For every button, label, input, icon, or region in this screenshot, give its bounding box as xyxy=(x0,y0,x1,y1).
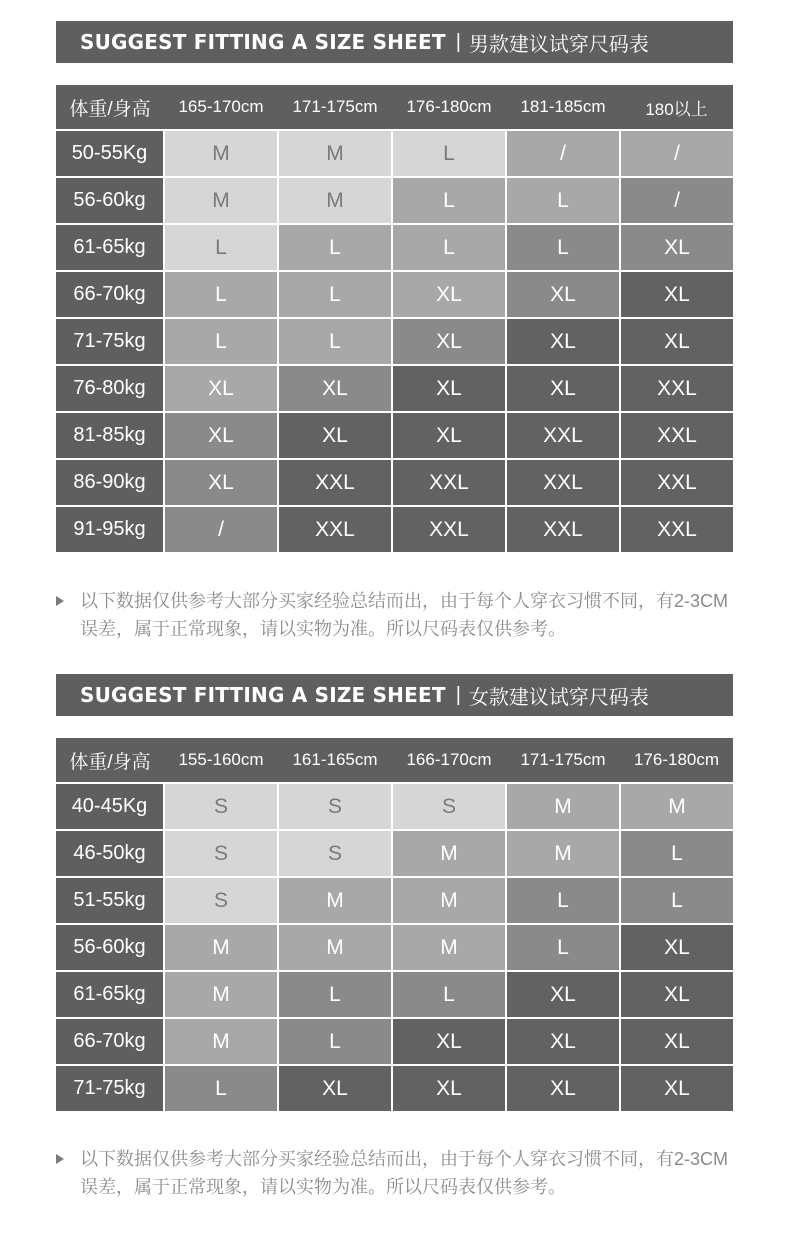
men-size-cell: XXL xyxy=(506,412,620,459)
women-size-cell: M xyxy=(620,783,733,830)
men-size-cell: L xyxy=(506,224,620,271)
women-size-cell: L xyxy=(620,877,733,924)
women-size-cell: M xyxy=(392,877,506,924)
men-size-cell: XL xyxy=(506,271,620,318)
table-row xyxy=(56,1065,733,1111)
men-size-cell: L xyxy=(278,224,392,271)
women-size-cell: L xyxy=(278,1018,392,1065)
table-row xyxy=(56,412,733,459)
men-banner-separator: | xyxy=(455,30,461,53)
men-size-cell: XXL xyxy=(506,506,620,552)
men-weight-row-header: 61-65kg xyxy=(56,224,164,271)
men-size-cell: XL xyxy=(164,459,278,506)
men-section xyxy=(56,21,733,641)
men-size-cell: L xyxy=(506,177,620,224)
women-size-cell: XL xyxy=(392,1018,506,1065)
men-size-cell: XXL xyxy=(620,459,733,506)
men-weight-row-header: 56-60kg xyxy=(56,177,164,224)
men-banner-title-en: SUGGEST FITTING A SIZE SHEET xyxy=(80,30,446,54)
men-size-cell: / xyxy=(620,130,733,177)
table-row xyxy=(56,877,733,924)
men-size-cell: XL xyxy=(506,318,620,365)
women-weight-row-header: 61-65kg xyxy=(56,971,164,1018)
women-size-cell: XL xyxy=(506,971,620,1018)
men-weight-row-header: 91-95kg xyxy=(56,506,164,552)
table-row xyxy=(56,318,733,365)
table-row xyxy=(56,177,733,224)
women-size-cell: S xyxy=(278,830,392,877)
women-size-cell: S xyxy=(392,783,506,830)
men-banner xyxy=(56,21,733,63)
women-size-cell: L xyxy=(506,924,620,971)
women-size-cell: M xyxy=(506,783,620,830)
men-size-cell: XXL xyxy=(392,459,506,506)
women-size-cell: M xyxy=(164,971,278,1018)
men-weight-row-header: 50-55Kg xyxy=(56,130,164,177)
men-size-cell: / xyxy=(620,177,733,224)
table-row xyxy=(56,1018,733,1065)
men-weight-row-header: 66-70kg xyxy=(56,271,164,318)
women-size-cell: M xyxy=(392,830,506,877)
men-size-cell: XL xyxy=(620,271,733,318)
men-weight-row-header: 81-85kg xyxy=(56,412,164,459)
women-height-column-header: 171-175cm xyxy=(506,738,620,783)
table-row xyxy=(56,506,733,552)
men-size-cell: XXL xyxy=(392,506,506,552)
men-size-cell: XL xyxy=(164,412,278,459)
men-size-cell: XL xyxy=(392,365,506,412)
table-row xyxy=(56,971,733,1018)
women-size-cell: M xyxy=(278,877,392,924)
men-size-cell: M xyxy=(278,177,392,224)
women-size-cell: XL xyxy=(620,1065,733,1111)
women-height-column-header: 176-180cm xyxy=(620,738,733,783)
women-height-column-header: 166-170cm xyxy=(392,738,506,783)
women-banner-separator: | xyxy=(455,683,461,706)
women-size-cell: S xyxy=(164,830,278,877)
women-size-table xyxy=(56,738,733,1111)
men-size-cell: XL xyxy=(164,365,278,412)
women-weight-row-header: 40-45Kg xyxy=(56,783,164,830)
table-row xyxy=(56,365,733,412)
women-size-cell: S xyxy=(164,877,278,924)
men-size-cell: XL xyxy=(278,412,392,459)
triangle-right-icon xyxy=(56,1154,64,1164)
men-weight-row-header: 86-90kg xyxy=(56,459,164,506)
men-size-cell: L xyxy=(164,224,278,271)
men-size-cell: / xyxy=(506,130,620,177)
women-weight-row-header: 51-55kg xyxy=(56,877,164,924)
women-size-cell: M xyxy=(278,924,392,971)
men-weight-row-header: 71-75kg xyxy=(56,318,164,365)
women-size-cell: L xyxy=(164,1065,278,1111)
men-size-cell: XXL xyxy=(278,506,392,552)
women-height-column-header: 155-160cm xyxy=(164,738,278,783)
women-size-cell: M xyxy=(164,1018,278,1065)
women-note xyxy=(56,1145,733,1201)
men-size-cell: XXL xyxy=(620,365,733,412)
women-size-cell: L xyxy=(620,830,733,877)
women-weight-row-header: 66-70kg xyxy=(56,1018,164,1065)
men-size-cell: L xyxy=(392,130,506,177)
table-row xyxy=(56,224,733,271)
women-banner-title-en: SUGGEST FITTING A SIZE SHEET xyxy=(80,683,446,707)
men-header-row xyxy=(56,85,733,130)
women-size-cell: XL xyxy=(620,971,733,1018)
women-size-cell: S xyxy=(278,783,392,830)
men-size-cell: L xyxy=(164,318,278,365)
men-height-column-header: 165-170cm xyxy=(164,85,278,130)
men-note xyxy=(56,587,733,643)
men-size-cell: M xyxy=(164,130,278,177)
women-size-cell: M xyxy=(164,924,278,971)
women-size-cell: XL xyxy=(620,1018,733,1065)
women-size-cell: XL xyxy=(506,1065,620,1111)
women-size-cell: M xyxy=(506,830,620,877)
men-size-cell: XL xyxy=(392,271,506,318)
men-size-table xyxy=(56,85,733,552)
women-note-text: 以下数据仅供参考大部分买家经验总结而出，由于每个人穿衣习惯不同，有2-3CM误差，属于正常现象，请以实物为准。所以尺码表仅供参考。 xyxy=(80,1149,729,1197)
men-size-cell: XL xyxy=(392,412,506,459)
men-banner-title-cn: 男款建议试穿尺码表 xyxy=(468,31,649,56)
women-size-cell: L xyxy=(506,877,620,924)
table-row xyxy=(56,130,733,177)
men-height-column-header: 176-180cm xyxy=(392,85,506,130)
women-corner-label: 体重/身高 xyxy=(56,738,164,783)
women-size-cell: XL xyxy=(278,1065,392,1111)
men-size-cell: XL xyxy=(620,318,733,365)
women-size-cell: XL xyxy=(506,1018,620,1065)
table-row xyxy=(56,783,733,830)
men-size-cell: L xyxy=(164,271,278,318)
men-corner-label: 体重/身高 xyxy=(56,85,164,130)
women-section xyxy=(56,674,733,1214)
men-size-cell: L xyxy=(392,177,506,224)
men-size-cell: M xyxy=(164,177,278,224)
men-height-column-header: 180以上 xyxy=(620,85,733,130)
men-size-cell: L xyxy=(392,224,506,271)
table-row xyxy=(56,924,733,971)
men-size-cell: XXL xyxy=(620,412,733,459)
women-height-column-header: 161-165cm xyxy=(278,738,392,783)
women-size-cell: S xyxy=(164,783,278,830)
men-size-cell: XL xyxy=(506,365,620,412)
men-size-cell: XL xyxy=(278,365,392,412)
women-size-cell: XL xyxy=(392,1065,506,1111)
men-size-cell: L xyxy=(278,318,392,365)
triangle-right-icon xyxy=(56,596,64,606)
women-weight-row-header: 46-50kg xyxy=(56,830,164,877)
men-weight-row-header: 76-80kg xyxy=(56,365,164,412)
men-size-cell: / xyxy=(164,506,278,552)
men-size-cell: XL xyxy=(392,318,506,365)
table-row xyxy=(56,459,733,506)
men-height-column-header: 171-175cm xyxy=(278,85,392,130)
women-size-cell: L xyxy=(392,971,506,1018)
women-size-cell: M xyxy=(392,924,506,971)
women-weight-row-header: 56-60kg xyxy=(56,924,164,971)
men-size-cell: XXL xyxy=(506,459,620,506)
men-size-cell: XXL xyxy=(620,506,733,552)
women-weight-row-header: 71-75kg xyxy=(56,1065,164,1111)
women-size-cell: XL xyxy=(620,924,733,971)
men-size-cell: M xyxy=(278,130,392,177)
men-height-column-header: 181-185cm xyxy=(506,85,620,130)
men-size-cell: XL xyxy=(620,224,733,271)
women-size-cell: L xyxy=(278,971,392,1018)
table-row xyxy=(56,271,733,318)
men-size-cell: XXL xyxy=(278,459,392,506)
women-header-row xyxy=(56,738,733,783)
men-note-text: 以下数据仅供参考大部分买家经验总结而出，由于每个人穿衣习惯不同，有2-3CM误差，属于正常现象，请以实物为准。所以尺码表仅供参考。 xyxy=(80,591,729,639)
men-size-cell: L xyxy=(278,271,392,318)
women-banner xyxy=(56,674,733,716)
table-row xyxy=(56,830,733,877)
women-banner-title-cn: 女款建议试穿尺码表 xyxy=(468,684,649,709)
